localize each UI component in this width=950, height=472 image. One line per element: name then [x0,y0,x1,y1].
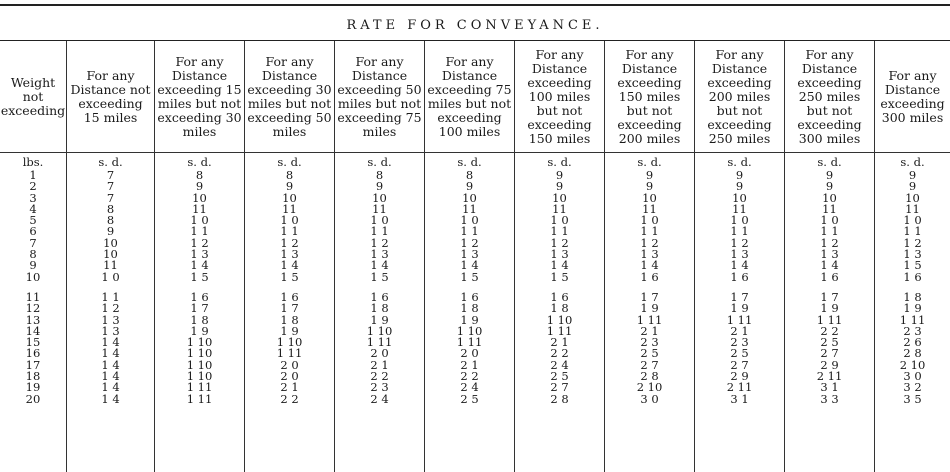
rate-column [244,153,334,472]
rate-cell: 2 2 [280,391,299,406]
rate-cell: 1 3 [101,323,120,338]
rate-cell: 1 5 [190,269,209,284]
rate-column [514,153,604,472]
rate-cell: 1 4 [101,335,120,350]
weight-cell: 16 [25,346,41,361]
header-dist-100: For any Distance exceeding 75 miles but not exceeding 100 miles [424,41,514,153]
rate-cell: 1 10 [456,323,483,338]
rate-cell: 2 7 [820,346,839,361]
rate-cell: 1 1 [280,224,299,239]
rate-cell: 1 4 [101,391,120,406]
rate-cell: 9 [825,168,834,182]
rate-cell: 1 9 [730,301,749,316]
header-dist-30: For any Distance exceeding 15 miles but not exceeding 30 miles [154,41,244,153]
header-dist-over-300: For any Distance exceeding 300 miles [874,41,950,153]
rate-cell: 1 6 [640,269,659,284]
rate-cell: 1 3 [820,247,839,262]
rate-cell: 2 7 [730,357,749,372]
header-dist-15: For any Distance not exceeding 15 miles [66,41,154,153]
rate-cell: 11 [282,201,297,216]
rate-cell: 1 4 [101,357,120,372]
rate-cell: 2 0 [370,346,389,361]
header-weight: Weight not exceeding [0,41,66,153]
rate-cell: 2 10 [899,357,926,372]
table-title: RATE FOR CONVEYANCE. [346,18,604,33]
rate-cell: 1 9 [820,301,839,316]
rate-cell: 1 0 [730,213,749,228]
rate-cell: 11 [462,201,477,216]
rate-cell: 1 8 [190,312,209,327]
rate-cell: 10 [462,190,477,205]
rate-cell: 8 [285,168,294,182]
rate-cell: 10 [282,190,297,205]
rate-cell: 3 0 [640,391,659,406]
rate-cell: 2 0 [280,369,299,384]
rate-cell: 1 4 [280,258,299,273]
rate-cell: 11 [732,201,747,216]
rate-column [66,153,154,472]
rate-cell: 1 2 [190,235,209,250]
rate-column [154,153,244,472]
rate-cell: 2 4 [370,391,389,406]
weight-cell: 17 [25,357,41,372]
rate-cell: 1 2 [280,235,299,250]
rate-cell: 1 4 [460,258,479,273]
rate-cell: 1 2 [460,235,479,250]
rate-cell: 10 [372,190,387,205]
rate-cell: 1 3 [370,247,389,262]
weight-cell: 4 [29,201,37,216]
rate-cell: 10 [192,190,207,205]
rate-cell: 1 10 [186,335,213,350]
header-dist-200: For any Distance exceeding 150 miles but not exceeding 200 miles [604,41,694,153]
rate-column [784,153,874,472]
rate-cell: 8 [106,213,115,228]
rate-cell: 1 3 [460,247,479,262]
rate-cell: 1 0 [903,213,922,228]
rate-cell: 2 11 [816,369,843,384]
rate-cell: 1 5 [550,269,569,284]
rate-cell: 2 5 [820,335,839,350]
rate-cell: 2 1 [550,335,569,350]
unit-label: s. d. [187,155,212,169]
rate-cell: 2 0 [460,346,479,361]
rate-cell: 9 [106,224,115,239]
rate-cell: 1 0 [640,213,659,228]
rate-cell: 9 [735,179,744,194]
rate-cell: 1 1 [190,224,209,239]
rate-cell: 2 7 [550,380,569,395]
rate-cell: 10 [905,190,920,205]
rate-cell: 1 6 [460,289,479,304]
rate-cell: 1 0 [460,213,479,228]
rate-cell: 1 4 [101,380,120,395]
rate-cell: 10 [642,190,657,205]
rate-cell: 1 1 [730,224,749,239]
rate-cell: 1 9 [370,312,389,327]
rate-cell: 1 4 [820,258,839,273]
rate-cell: 2 7 [640,357,659,372]
header-dist-250: For any Distance exceeding 200 miles but not exceeding 250 miles [694,41,784,153]
rate-cell: 1 1 [101,289,120,304]
rate-cell: 3 5 [903,391,922,406]
rate-cell: 1 2 [550,235,569,250]
unit-label: s. d. [367,155,392,169]
rate-cell: 1 8 [903,289,922,304]
rate-cell: 1 6 [903,269,922,284]
rate-cell: 9 [645,168,654,182]
weight-cell: 10 [25,269,41,284]
rate-column [424,153,514,472]
unit-label: lbs. [22,155,44,169]
rate-cell: 10 [103,247,118,262]
rate-cell: 1 10 [186,346,213,361]
rate-cell: 1 4 [640,258,659,273]
rate-cell: 1 7 [640,289,659,304]
rate-cell: 2 2 [820,323,839,338]
weight-cell: 14 [25,323,41,338]
rate-cell: 1 1 [370,224,389,239]
header-dist-150: For any Distance exceeding 100 miles but not exceeding 150 miles [514,41,604,153]
unit-label: s. d. [900,155,925,169]
rate-cell: 2 0 [280,357,299,372]
rate-cell: 1 9 [280,323,299,338]
rate-column [694,153,784,472]
weight-cell: 18 [25,369,41,384]
header-dist-300: For any Distance exceeding 250 miles but not exceeding 300 miles [784,41,874,153]
rate-cell: 1 0 [280,213,299,228]
rate-cell: 1 4 [101,346,120,361]
rate-cell: 10 [103,235,118,250]
weight-cell: 9 [29,258,37,273]
rate-cell: 2 9 [730,369,749,384]
rate-cell: 1 11 [276,346,303,361]
rate-cell: 1 6 [550,289,569,304]
rate-cell: 1 5 [280,269,299,284]
weight-cell: 6 [29,224,37,239]
rate-cell: 7 [106,179,115,194]
unit-label: s. d. [277,155,302,169]
rate-cell: 3 0 [903,369,922,384]
weight-cell: 3 [29,190,37,205]
rate-cell: 1 1 [550,224,569,239]
rate-cell: 9 [285,179,294,194]
rate-cell: 2 3 [730,335,749,350]
rate-cell: 1 4 [101,369,120,384]
rate-cell: 7 [106,168,115,182]
rate-cell: 11 [552,201,567,216]
rate-column [874,153,950,472]
rate-cell: 1 0 [550,213,569,228]
rate-column [604,153,694,472]
rate-cell: 11 [192,201,207,216]
rate-cell: 1 0 [370,213,389,228]
rate-cell: 1 9 [460,312,479,327]
rate-cell: 1 2 [640,235,659,250]
rate-cell: 1 8 [370,301,389,316]
rate-cell: 1 8 [550,301,569,316]
rate-cell: 1 6 [820,269,839,284]
rate-cell: 1 10 [366,323,393,338]
rate-cell: 11 [103,258,118,273]
rate-cell: 1 11 [726,312,753,327]
rate-cell: 1 11 [636,312,663,327]
rate-cell: 8 [195,168,204,182]
rate-cell: 1 0 [820,213,839,228]
rate-cell: 7 [106,190,115,205]
rate-cell: 1 0 [101,269,120,284]
rate-cell: 1 11 [546,323,573,338]
rate-cell: 1 3 [550,247,569,262]
rate-cell: 1 8 [460,301,479,316]
unit-label: s. d. [817,155,842,169]
rate-cell: 2 4 [460,380,479,395]
rate-cell: 1 10 [186,357,213,372]
rate-cell: 1 9 [190,323,209,338]
rate-cell: 10 [732,190,747,205]
rate-cell: 1 2 [370,235,389,250]
rate-cell: 3 1 [820,380,839,395]
rate-cell: 2 10 [636,380,663,395]
rate-cell: 8 [375,168,384,182]
rate-cell: 1 6 [370,289,389,304]
weight-cell: 13 [25,312,41,327]
rate-cell: 2 8 [640,369,659,384]
rate-cell: 1 8 [280,312,299,327]
rate-cell: 9 [825,179,834,194]
rate-cell: 1 1 [460,224,479,239]
rate-cell: 1 5 [903,258,922,273]
rate-cell: 1 3 [903,247,922,262]
rate-cell: 2 2 [370,369,389,384]
rate-cell: 1 11 [816,312,843,327]
rate-cell: 1 11 [186,391,213,406]
rate-cell: 9 [195,179,204,194]
rate-cell: 2 1 [640,323,659,338]
unit-label: s. d. [637,155,662,169]
rate-cell: 1 9 [640,301,659,316]
rate-cell: 2 4 [550,357,569,372]
weight-cell: 2 [29,179,37,194]
rate-cell: 1 3 [640,247,659,262]
rate-cell: 2 5 [730,346,749,361]
weight-cell: 5 [29,213,37,228]
rate-cell: 2 1 [370,357,389,372]
rate-cell: 1 1 [903,224,922,239]
rate-cell: 2 1 [730,323,749,338]
rate-cell: 9 [375,179,384,194]
weight-cell: 7 [29,235,37,250]
rate-cell: 1 6 [280,289,299,304]
header-dist-50: For any Distance exceeding 30 miles but not exceeding 50 miles [244,41,334,153]
rate-cell: 1 2 [730,235,749,250]
rate-cell: 1 10 [546,312,573,327]
rate-cell: 1 11 [899,312,926,327]
weight-column [0,153,66,472]
rate-cell: 8 [465,168,474,182]
rate-cell: 1 3 [280,247,299,262]
rate-cell: 11 [642,201,657,216]
rate-cell: 2 2 [550,346,569,361]
rate-cell: 1 1 [820,224,839,239]
rate-cell: 1 2 [101,301,120,316]
rate-cell: 1 11 [186,380,213,395]
rate-cell: 1 10 [186,369,213,384]
rate-cell: 1 3 [730,247,749,262]
rate-cell: 9 [908,168,917,182]
rate-cell: 3 1 [730,391,749,406]
rate-cell: 1 4 [730,258,749,273]
rate-cell: 1 2 [903,235,922,250]
rate-cell: 1 7 [730,289,749,304]
rate-cell: 2 1 [280,380,299,395]
rate-cell: 2 3 [640,335,659,350]
rate-cell: 1 0 [190,213,209,228]
rate-cell: 10 [822,190,837,205]
rate-cell: 1 3 [101,312,120,327]
rate-cell: 2 6 [903,335,922,350]
rate-cell: 2 8 [903,346,922,361]
rate-cell: 3 3 [820,391,839,406]
weight-cell: 1 [29,168,37,182]
unit-label: s. d. [727,155,752,169]
rate-cell: 2 3 [370,380,389,395]
rate-cell: 1 4 [550,258,569,273]
rate-cell: 11 [372,201,387,216]
weight-cell: 12 [25,301,41,316]
weight-cell: 11 [25,289,41,304]
rate-cell: 2 1 [460,357,479,372]
rate-cell: 2 8 [550,391,569,406]
rate-cell: 3 2 [903,380,922,395]
rate-cell: 1 5 [370,269,389,284]
weight-cell: 20 [25,391,41,406]
rate-cell: 9 [465,179,474,194]
rate-cell: 10 [552,190,567,205]
rate-cell: 1 10 [276,335,303,350]
rate-table [0,40,950,472]
unit-label: s. d. [457,155,482,169]
top-rule [0,4,950,6]
rate-cell: 2 9 [820,357,839,372]
rate-cell: 9 [555,168,564,182]
rate-column [334,153,424,472]
rate-cell: 2 5 [640,346,659,361]
rate-cell: 11 [822,201,837,216]
rate-cell: 11 [905,201,920,216]
rate-cell: 1 7 [280,301,299,316]
rate-cell: 8 [106,201,115,216]
rate-cell: 2 5 [460,391,479,406]
rate-cell: 9 [645,179,654,194]
rate-cell: 2 2 [460,369,479,384]
rate-cell: 2 11 [726,380,753,395]
rate-cell: 1 11 [456,335,483,350]
rate-cell: 9 [908,179,917,194]
rate-cell: 1 4 [370,258,389,273]
rate-cell: 1 3 [190,247,209,262]
rate-cell: 1 9 [903,301,922,316]
rate-cell: 9 [735,168,744,182]
rate-cell: 1 11 [366,335,393,350]
rate-cell: 1 2 [820,235,839,250]
rate-cell: 1 5 [460,269,479,284]
weight-cell: 15 [25,335,41,350]
rate-cell: 1 4 [190,258,209,273]
weight-cell: 8 [29,247,37,262]
rate-cell: 1 6 [190,289,209,304]
unit-label: s. d. [547,155,572,169]
unit-label: s. d. [98,155,123,169]
rate-cell: 2 3 [903,323,922,338]
rate-cell: 1 7 [190,301,209,316]
rate-cell: 1 1 [640,224,659,239]
weight-cell: 19 [25,380,41,395]
rate-cell: 1 7 [820,289,839,304]
rate-cell: 9 [555,179,564,194]
rate-cell: 1 6 [730,269,749,284]
rate-cell: 2 5 [550,369,569,384]
header-dist-75: For any Distance exceeding 50 miles but not exceeding 75 miles [334,41,424,153]
